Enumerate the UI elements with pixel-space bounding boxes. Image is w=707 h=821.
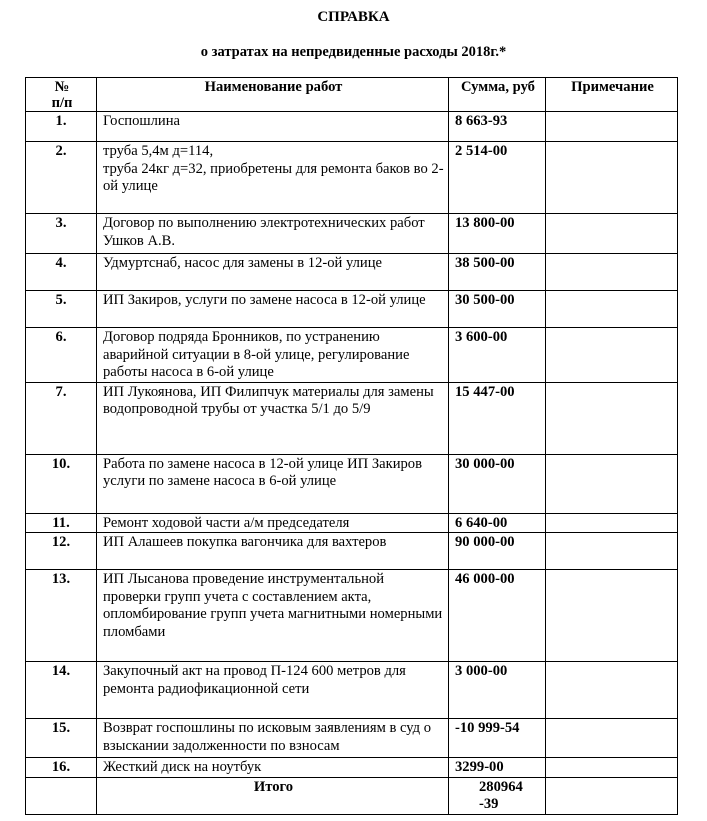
- table-row: [26, 758, 678, 778]
- total-row: [26, 777, 678, 814]
- row-number: 4.: [26, 254, 97, 291]
- row-number: 2.: [26, 142, 97, 214]
- row-work-name: ИП Закиров, услуги по замене насоса в 12-ой улице: [97, 291, 449, 328]
- total-sum: 280964 -39: [449, 777, 546, 814]
- row-note: [546, 254, 678, 291]
- row-work-name: ИП Лысанова проведение инструментальной проверки групп учета с составлением акта, опломбирование групп учета магнитными номерными пломбами: [97, 570, 449, 662]
- row-sum: 90 000-00: [449, 533, 546, 570]
- row-note: [546, 719, 678, 758]
- row-note: [546, 662, 678, 719]
- table-row: [26, 719, 678, 758]
- row-sum: -10 999-54: [449, 719, 546, 758]
- row-sum: 3 600-00: [449, 328, 546, 383]
- row-sum: 6 640-00: [449, 513, 546, 533]
- row-note: [546, 570, 678, 662]
- row-sum: 15 447-00: [449, 382, 546, 454]
- row-work-name: Удмуртснаб, насос для замены в 12-ой улице: [97, 254, 449, 291]
- row-work-name: Договор по выполнению электротехнических работ Ушков А.В.: [97, 214, 449, 254]
- row-number: 12.: [26, 533, 97, 570]
- row-work-name: ИП Алашеев покупка вагончика для вахтеров: [97, 533, 449, 570]
- table-row: [26, 291, 678, 328]
- row-note: [546, 142, 678, 214]
- row-number: 6.: [26, 328, 97, 383]
- total-blank: [26, 777, 97, 814]
- row-number: 3.: [26, 214, 97, 254]
- row-sum: 46 000-00: [449, 570, 546, 662]
- row-sum: 30 500-00: [449, 291, 546, 328]
- row-sum: 2 514-00: [449, 142, 546, 214]
- row-number: 14.: [26, 662, 97, 719]
- row-sum: 3 000-00: [449, 662, 546, 719]
- row-sum: 30 000-00: [449, 454, 546, 513]
- row-work-name: Госпошлина: [97, 112, 449, 142]
- row-sum: 13 800-00: [449, 214, 546, 254]
- row-note: [546, 533, 678, 570]
- table-row: [26, 382, 678, 454]
- row-number: 7.: [26, 382, 97, 454]
- row-note: [546, 291, 678, 328]
- row-sum: 8 663-93: [449, 112, 546, 142]
- document-subtitle: о затратах на непредвиденные расходы 2018г.*: [200, 44, 507, 60]
- table-row: [26, 214, 678, 254]
- table-row: [26, 662, 678, 719]
- header-sum-label: Сумма, руб: [461, 79, 535, 95]
- row-note: [546, 454, 678, 513]
- row-number: 16.: [26, 758, 97, 778]
- table-row: [26, 533, 678, 570]
- row-number: 1.: [26, 112, 97, 142]
- table-row: [26, 112, 678, 142]
- table-header-row: [26, 78, 678, 112]
- row-work-name: Работа по замене насоса в 12-ой улице ИП Закиров услуги по замене насоса в 6-ой улице: [97, 454, 449, 513]
- row-note: [546, 758, 678, 778]
- table-row: [26, 254, 678, 291]
- row-number: 15.: [26, 719, 97, 758]
- row-note: [546, 382, 678, 454]
- row-number: 13.: [26, 570, 97, 662]
- row-note: [546, 112, 678, 142]
- header-sum: [449, 78, 546, 112]
- table-body: [26, 112, 678, 815]
- row-work-name: Возврат госпошлины по исковым заявлениям в суд о взыскании задолженности по взносам: [97, 719, 449, 758]
- total-label: Итого: [97, 777, 449, 814]
- table-row: [26, 454, 678, 513]
- row-note: [546, 214, 678, 254]
- row-sum: 38 500-00: [449, 254, 546, 291]
- row-number: 11.: [26, 513, 97, 533]
- row-work-name: Жесткий диск на ноутбук: [97, 758, 449, 778]
- row-work-name: Ремонт ходовой части а/м председателя: [97, 513, 449, 533]
- header-num: № п/п: [26, 78, 97, 112]
- table-row: [26, 328, 678, 383]
- table-row: [26, 513, 678, 533]
- row-work-name: труба 5,4м д=114, труба 24кг д=32, приобретены для ремонта баков во 2-ой улице: [97, 142, 449, 214]
- expenses-table: [25, 77, 678, 815]
- header-work: Наименование работ: [97, 78, 449, 112]
- row-note: [546, 513, 678, 533]
- total-note: [546, 777, 678, 814]
- row-number: 5.: [26, 291, 97, 328]
- row-note: [546, 328, 678, 383]
- header-note: Примечание: [546, 78, 678, 112]
- table-row: [26, 570, 678, 662]
- table-row: [26, 142, 678, 214]
- document-title: СПРАВКА: [317, 9, 390, 25]
- row-sum: 3299-00: [449, 758, 546, 778]
- row-number: 10.: [26, 454, 97, 513]
- row-work-name: Договор подряда Бронников, по устранению аварийной ситуации в 8-ой улице, регулирование работы насоса в 6-ой улице: [97, 328, 449, 383]
- row-work-name: Закупочный акт на провод П-124 600 метров для ремонта радиофикационной сети: [97, 662, 449, 719]
- row-work-name: ИП Лукоянова, ИП Филипчук материалы для замены водопроводной трубы от участка 5/1 до 5/9: [97, 382, 449, 454]
